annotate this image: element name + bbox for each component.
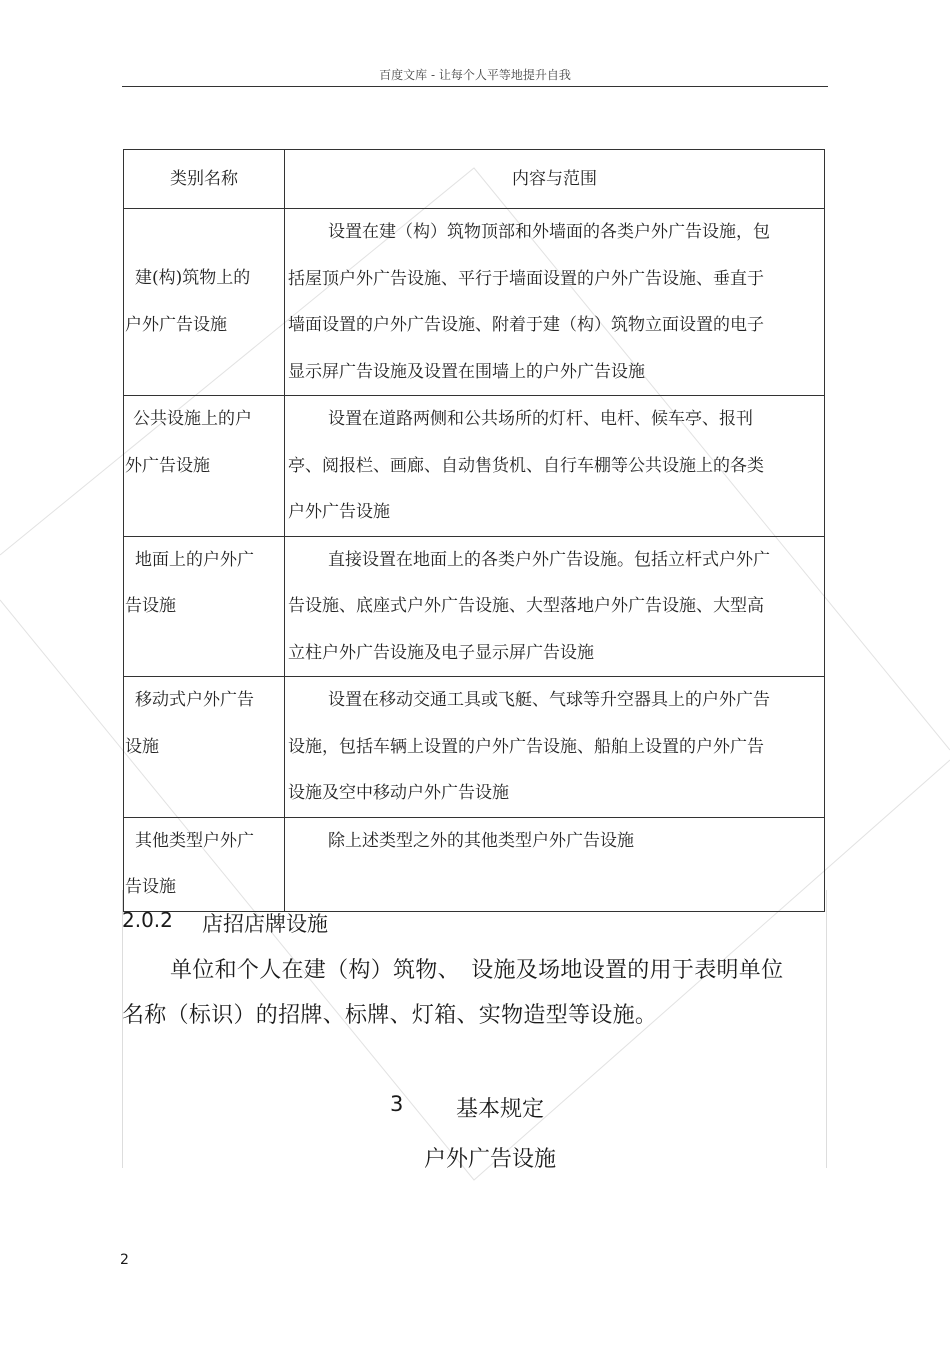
table-row <box>124 817 825 911</box>
page-number: 2 <box>120 1252 129 1268</box>
row-category <box>124 396 285 537</box>
row-category <box>124 817 285 911</box>
category-text: 公共设施上的户外广告设施 <box>125 409 252 476</box>
table-row <box>124 677 825 818</box>
category-text: 移动式户外广告设施 <box>125 690 254 757</box>
page-header: 百度文库 - 让每个人平等地提升自我 <box>122 68 828 87</box>
margin-line-right <box>826 890 827 1168</box>
col-header-content: 内容与范围 <box>285 150 825 209</box>
table-header-row <box>124 150 825 209</box>
table-row <box>124 396 825 537</box>
chapter-subtitle: 户外广告设施 <box>424 1147 557 1172</box>
row-content: 设置在建（构）筑物顶部和外墙面的各类户外广告设施，包括屋顶户外广告设施、平行于墙面设置的户外广告设施、垂直于墙面设置的户外广告设施、附着于建（构）筑物立面设置的电子显示屏广告设施及设置在围墙上的户外广告设施 <box>285 209 825 396</box>
section-title: 店招店牌设施 <box>202 912 328 936</box>
category-text: 地面上的户外广告设施 <box>125 549 254 616</box>
chapter-title: 基本规定 <box>456 1097 545 1122</box>
row-content: 直接设置在地面上的各类户外广告设施。包括立杆式户外广告设施、底座式户外广告设施、大型落地户外广告设施、大型高立柱户外广告设施及电子显示屏广告设施 <box>285 536 825 677</box>
section-number: 2.0.2 <box>122 908 173 932</box>
row-category <box>124 536 285 677</box>
row-category <box>124 677 285 818</box>
category-text: 建(构)筑物上的户外广告设施 <box>125 268 251 335</box>
section-paragraph: 单位和个人在建（构）筑物、 设施及场地设置的用于表明单位名称（标识）的招牌、标牌、灯箱、实物造型等设施。 <box>122 958 784 1028</box>
ad-category-table <box>123 149 825 912</box>
row-category <box>124 209 285 396</box>
row-content: 除上述类型之外的其他类型户外广告设施 <box>285 817 825 911</box>
category-text: 其他类型户外广告设施 <box>125 830 254 897</box>
chapter-number: 3 <box>390 1092 404 1116</box>
table-row <box>124 536 825 677</box>
row-content: 设置在道路两侧和公共场所的灯杆、电杆、候车亭、报刊亭、阅报栏、画廊、自动售货机、自行车棚等公共设施上的各类户外广告设施 <box>285 396 825 537</box>
table-row <box>124 209 825 396</box>
row-content: 设置在移动交通工具或飞艇、气球等升空器具上的户外广告设施，包括车辆上设置的户外广告设施、船舶上设置的户外广告设施及空中移动户外广告设施 <box>285 677 825 818</box>
col-header-category: 类别名称 <box>124 150 285 209</box>
